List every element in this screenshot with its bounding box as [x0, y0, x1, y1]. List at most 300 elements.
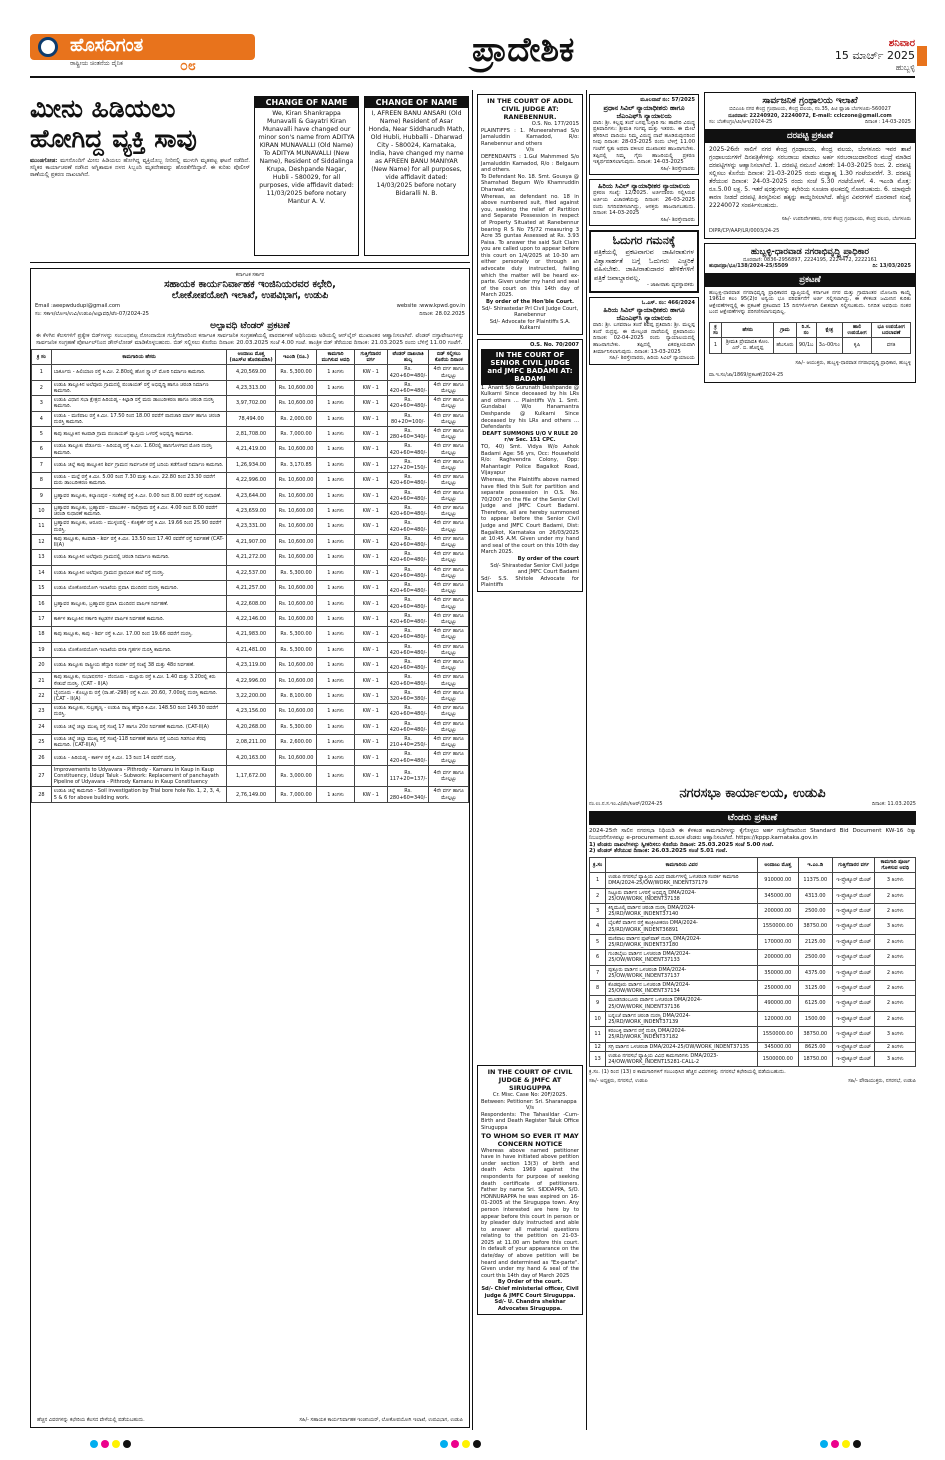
cell-amount: 1500000.00	[758, 1051, 798, 1066]
library-phone: ದೂರವಾಣಿ: 22240920, 22240072, E-mail: cclczone@gmail.com	[728, 112, 892, 119]
cell-no: 28	[32, 787, 52, 802]
notice-heading: TO WHOM SO EVER IT MAY CONCERN NOTICE	[481, 1131, 579, 1148]
cell-no: 21	[32, 673, 52, 688]
cell-cls: ಇ-ಪ್ರೊಕ್ಯೂರ್ ಮೆಂಟ್	[832, 1051, 875, 1066]
cell-last: 4ನೇ ವರ್ಗ ಹಾಗೂ ಮೇಲ್ಪಟ್ಟು	[429, 688, 469, 703]
tender-date: ದಿನಾಂಕ: 28.02.2025	[419, 310, 465, 317]
cell-fee: Rs. 420+60=480/-	[387, 365, 429, 380]
cell-last: 4ನೇ ವರ್ಗ ಹಾಗೂ ಮೇಲ್ಪಟ್ಟು	[429, 380, 469, 395]
cell-cls: ಇ-ಪ್ರೊಕ್ಯೂರ್ ಮೆಂಟ್	[832, 950, 875, 965]
cell-period: 2 ತಿಂಗಳು	[875, 965, 916, 980]
notice-body: ವಾದಿ: ಶ್ರೀ. ಕಲ್ಲಪ್ಪ ತಂದೆ ಬಸಪ್ಪ ಬಳ್ಳಾರಿ ಸಾ: ಹಾವೇರಿ ವಿರುದ್ಧ ಪ್ರತಿವಾದಿಗಳು: ಶ್ರೀಮತಿ ಗಂಗವ್ವ ಮತ್ತು ಇತರರು. ಈ ಮೇಲೆ ಹೆಸರಿಸಿದ ವಾದಿಯು ನಿಮ್ಮ ವಿರುದ್ಧ ದಾವೆ ಹೂಡಿರುವುದರಿಂದ ನೀವು ದಿನಾಂಕ: 28-03-2025 ರಂದು ಬೆಳಿಗ್ಗೆ 11.00 ಗಂಟೆಗೆ ಸ್ವತಃ ಅಥವಾ ವಕೀಲರ ಮುಖಾಂತರ ಹಾಜರಾಗಬೇಕು. ತಪ್ಪಿದಲ್ಲಿ ನಿಮ್ಮ ಗೈರು ಹಾಜರಿಯಲ್ಲಿ ಪ್ರಕರಣ ಇತ್ಯರ್ಥಪಡಿಸಲಾಗುವುದು. ದಿನಾಂಕ: 14-03-2025	[593, 119, 695, 166]
cell-name: Improvements to Udyavara - Pithrody - Kamanu in Kaup in Kaup Constituency, Udupi Taluk - Subwork: Replacement of panchayath Pipeline of Udyavara - Pithrody Kamanu in Kaup Constituency	[51, 765, 227, 787]
cell-cls: KW - 1	[354, 534, 387, 549]
cell-amount: 4,22,996.00	[227, 673, 275, 688]
cell-name: ಬಾರ್ಕೂರು - ಹಿಲಿಯಾಣ ರಸ್ತೆ ಕಿ.ಮೀ. 2.80ರಲ್ಲಿ ಹೊಸ ಸ್ಲ್ಯಾಬ್ ಮೋರಿ ನಿರ್ಮಾಣ ಕಾಮಗಾರಿ.	[51, 365, 227, 380]
cell-name: ಕಾಪು ತಾಲ್ಲೂಕು, ಕಾಪು - ಶಿರ್ವ ರಸ್ತೆ ಕಿ.ಮೀ. 17.00 ರಿಂದ 19.66 ರವರೆಗೆ ದುರಸ್ತಿ.	[51, 627, 227, 642]
court-title: IN THE COURT OF SENIOR CIVIL JUDGE and JMFC BADAMI AT: BADAMI	[481, 349, 579, 385]
cell-cls: KW - 1	[354, 719, 387, 734]
cell-name: ಉಡುಪಿ ಲೋಕೋಪಯೋಗಿ ಇಲಾಖೆಯ ಪ್ರವಾಸಿ ಮಂದಿರದ ದುರಸ್ತಿ ಕಾಮಗಾರಿ.	[51, 581, 227, 596]
cell-last: 4ನೇ ವರ್ಗ ಹಾಗೂ ಮೇಲ್ಪಟ್ಟು	[429, 488, 469, 503]
cell-emd: Rs. 10,600.00	[275, 750, 317, 765]
cell-period: 3 ತಿಂಗಳು	[875, 1027, 916, 1042]
cell-cls: KW - 1	[354, 473, 387, 488]
cell-emd: Rs. 10,600.00	[275, 673, 317, 688]
cell-period: 1 ತಿಂಗಳು	[317, 719, 354, 734]
cell-name: ಕರಂಬಳ್ಳಿ ವಾರ್ಡಿನ ರಸ್ತೆ ದುರಸ್ತಿ DMA/2024-25/RD/WORK_INDENT37182	[606, 1027, 758, 1042]
cell-cls: KW - 1	[354, 426, 387, 441]
case-number: O.S. No. 177/2015	[531, 121, 579, 127]
cell-last: 4ನೇ ವರ್ಗ ಹಾಗೂ ಮೇಲ್ಪಟ್ಟು	[429, 519, 469, 534]
cell-no: 10	[590, 1011, 606, 1026]
tender-sub: ಲೋಕೋಪಯೋಗಿ ಇಲಾಖೆ, ಉಪವಿಭಾಗ, ಉಡುಪಿ	[171, 289, 329, 301]
cell-emd: Rs. 5,300.00	[275, 642, 317, 657]
table-row	[32, 411, 469, 426]
cell-name: ಉಡುಪಿ - ಮಣಿಪಾಲ ರಸ್ತೆ ಕಿ.ಮೀ. 17.50 ರಿಂದ 18.00 ರವರೆಗೆ ಪಾದಚಾರಿ ಮಾರ್ಗ ಹಾಗೂ ಚರಂಡಿ ದುರಸ್ತಿ ಕಾಮಗಾರಿ.	[51, 411, 227, 426]
cell-amount: 78,494.00	[227, 411, 275, 426]
column-header: ಬಿಡ್ ಸಲ್ಲಿಸಲು ಕೊನೆಯ ದಿನಾಂಕ	[429, 349, 469, 364]
cell-name: ಕಾಪು ತಾಲ್ಲೂಕು, ಕಟಪಾಡಿ - ಶಿರ್ವ ರಸ್ತೆ ಕಿ.ಮೀ. 13.50 ರಿಂದ 17.40 ರವರೆಗೆ ರಸ್ತೆ ನಿರ್ವಹಣೆ (CAT-II(A)	[51, 534, 227, 549]
cell-emd: Rs. 10,600.00	[275, 488, 317, 503]
tender-header	[31, 269, 469, 301]
column-header: ಅಂದಾಜು ಮೊತ್ತ	[758, 857, 798, 872]
cell-amount: 120000.00	[758, 1011, 798, 1026]
court-title: IN THE COURT OF ADDL CIVIL JUDGE AT: RANEBENNUR.	[487, 97, 573, 121]
cell-cls: KW - 1	[354, 503, 387, 518]
cell-cls: ಇ-ಪ್ರೊಕ್ಯೂರ್ ಮೆಂಟ್	[832, 1027, 875, 1042]
cell-last: 4ನೇ ವರ್ಗ ಹಾಗೂ ಮೇಲ್ಪಟ್ಟು	[429, 426, 469, 441]
cell-last: 4ನೇ ವರ್ಗ ಹಾಗೂ ಮೇಲ್ಪಟ್ಟು	[429, 365, 469, 380]
cell-cls: KW - 1	[354, 642, 387, 657]
cell-name: ಮೂಡನಿಡಂಬೂರು ವಾರ್ಡಿನ ಒಳಚರಂಡಿ DMA/2024-25/OW/WORK_INDENT37136	[606, 996, 758, 1011]
udupi-intro: 2024-25ನೇ ಸಾಲಿನ ನಗರಸಭಾ ನಿಧಿಯಡಿ ಈ ಕೆಳಕಂಡ ಕಾಮಗಾರಿಗಳನ್ನು ಕೈಗೊಳ್ಳಲು ಅರ್ಹ ಗುತ್ತಿಗೆದಾರರಿಂದ Standard Bid Document KW-16 ರಿತ್ಯಾ ನಿಬಂಧನೆಗೊಳಪಟ್ಟು e-procurement ಮೂಲಕ ಟೆಂಡರು ಆಹ್ವಾನಿಸಲಾಗಿದೆ. https://kppp.karnataka.gov.in	[589, 827, 916, 841]
cell-emd: 18750.00	[798, 1051, 832, 1066]
kn-court-notice-2	[589, 179, 699, 226]
cell-emd: Rs. 10,600.00	[275, 442, 317, 457]
yellow-swatch	[462, 1440, 470, 1448]
cell-name: ಉಡುಪಿ ಲೋಕೋಪಯೋಗಿ ಇಲಾಖೆಯ ವಸತಿ ಗೃಹಗಳ ದುರಸ್ತಿ ಕಾಮಗಾರಿ.	[51, 642, 227, 657]
cell-fee: Rs. 420+60=480/-	[387, 380, 429, 395]
magenta-swatch	[831, 1440, 839, 1448]
cell-cls: KW - 1	[354, 596, 387, 611]
cell-amount: 4,23,331.00	[227, 519, 275, 534]
cell-emd: Rs. 5,300.00	[275, 627, 317, 642]
signature: Sd/- Shirastedar Senior Civil judge and JMFC Court Badami	[490, 562, 579, 576]
cell-no: 15	[32, 581, 52, 596]
cell-last: 4ನೇ ವರ್ಗ ಹಾಗೂ ಮೇಲ್ಪಟ್ಟು	[429, 787, 469, 802]
column-header: ರಿ.ಸ. ನಂ	[796, 322, 816, 337]
cell-fee: Rs. 420+60=480/-	[387, 658, 429, 673]
udupi-title: ನಗರಸಭಾ ಕಾರ್ಯಾಲಯ, ಉಡುಪಿ	[679, 786, 826, 801]
table-row	[590, 1051, 916, 1066]
table-row	[710, 338, 911, 353]
table-row	[590, 1042, 916, 1051]
con-heading: CHANGE OF NAME	[365, 97, 468, 108]
cell-no: 7	[590, 965, 606, 980]
cell-emd: Rs. 7,000.00	[275, 787, 317, 802]
cell-period: 1 ತಿಂಗಳು	[317, 642, 354, 657]
cell-cls: KW - 1	[354, 565, 387, 580]
cell-fee: Rs. 210+40=250/-	[387, 735, 429, 750]
cell-fee: Rs. 420+60=480/-	[387, 488, 429, 503]
cell-period: 2 ತಿಂಗಳು	[875, 980, 916, 995]
court-notice-badami	[477, 339, 583, 592]
cell-name: ಉಡುಪಿ ನಗರಸಭೆ ವ್ಯಾಪ್ತಿಯ ವಿವಿಧ ಕಾಮಗಾರಿಗಳು DMA/2023-24/OW/WORK_INDENT15281-CALL-2	[606, 1051, 758, 1066]
order-line: By order of the Hon'ble Court.	[485, 299, 575, 306]
cell-no: 8	[32, 473, 52, 488]
cell-cls: KW - 1	[354, 365, 387, 380]
column-header: ಕ್ರ ಸಂ	[32, 349, 52, 364]
cell-fee: Rs. 420+60=480/-	[387, 473, 429, 488]
cell-fee: Rs. 420+60=480/-	[387, 396, 429, 411]
cell-amount: 4,20,163.00	[227, 750, 275, 765]
notice-body: ವಾದಿ: ಶ್ರೀ. ಬಸವರಾಜ ತಂದೆ ಶಿವಪ್ಪ ಪ್ರತಿವಾದಿ: ಶ್ರೀ. ಮಲ್ಲಪ್ಪ ತಂದೆ ರುದ್ರಪ್ಪ. ಈ ಮೇಲ್ಕಂಡ ದಾವೆಯಲ್ಲಿ ಪ್ರತಿವಾದಿಯು ದಿನಾಂಕ: 02-04-2025 ರಂದು ನ್ಯಾಯಾಲಯದಲ್ಲಿ ಹಾಜರಾಗಬೇಕು. ತಪ್ಪಿದಲ್ಲಿ ಏಕಪಕ್ಷೀಯವಾಗಿ ತೀರ್ಮಾನಿಸಲಾಗುವುದು. ದಿನಾಂಕ: 13-03-2025	[593, 322, 695, 355]
cell-no: 2	[32, 380, 52, 395]
cell-amount: 1,17,672.00	[227, 765, 275, 787]
cell-name: ಬ್ರಹ್ಮಾವರ ತಾಲ್ಲೂಕು, ಬ್ರಹ್ಮಾವರ - ಮಾಬುಕಳ - ಸಾಲಿಗ್ರಾಮ ರಸ್ತೆ ಕಿ.ಮೀ. 4.00 ರಿಂದ 8.00 ರವರೆಗೆ ಚರಂಡಿ ಸುಧಾರಣೆ ಕಾಮಗಾರಿ.	[51, 503, 227, 518]
cell-last: 4ನೇ ವರ್ಗ ಹಾಗೂ ಮೇಲ್ಪಟ್ಟು	[429, 442, 469, 457]
cell-cls: ಇ-ಪ್ರೊಕ್ಯೂರ್ ಮೆಂಟ್	[832, 980, 875, 995]
cell-no: 12	[590, 1042, 606, 1051]
table-row	[32, 503, 469, 518]
cell-period: 1 ತಿಂಗಳು	[317, 735, 354, 750]
cell-emd: 4313.00	[798, 888, 832, 903]
cell-emd: Rs. 10,600.00	[275, 581, 317, 596]
cell-last: 4ನೇ ವರ್ಗ ಹಾಗೂ ಮೇಲ್ಪಟ್ಟು	[429, 534, 469, 549]
hubli-table-header	[710, 322, 911, 337]
cell-name: ಉಡುಪಿ ನಗರಸಭೆ ವ್ಯಾಪ್ತಿಯ ವಿವಿಧ ವಾರ್ಡುಗಳಲ್ಲಿ ಒಳಚರಂಡಿ ಸಂಪರ್ಕ ಕಾಮಗಾರಿ DMA/2024-25/OW/WORK_INDENT37179	[606, 873, 758, 888]
cell-name: ಉಡುಪಿ - ಮಲ್ಪೆ ರಸ್ತೆ ಕಿ.ಮೀ. 5.00 ರಿಂದ 7.30 ಮತ್ತು ಕಿ.ಮೀ. 22.80 ರಿಂದ 23.30 ರವರೆಗೆ ಮರು ಡಾಂಬರೀಕರಣ ಕಾಮಗಾರಿ.	[51, 473, 227, 488]
cell-emd: 3125.00	[798, 980, 832, 995]
column-header: ಹಾಲಿ ಉಪಯೋಗ	[842, 322, 871, 337]
table-row	[590, 996, 916, 1011]
cell-name: ಬೈಲಕೆರೆ ವಾರ್ಡಿನ ರಸ್ತೆ ಕಾಂಕ್ರೀಟೀಕರಣ DMA/2024-25/RD/WORK_INDENT36891	[606, 919, 758, 934]
signature: ಸಹಿ/- ಶಿರಸ್ತೇದಾರರು	[660, 216, 695, 223]
court-title: ಹಿರಿಯ ಸಿವಿಲ್ ನ್ಯಾಯಾಧೀಶರ ನ್ಯಾಯಾಲಯ	[598, 182, 690, 191]
cell-amount: 350000.00	[758, 965, 798, 980]
cell-cls: ಇ-ಪ್ರೊಕ್ಯೂರ್ ಮೆಂಟ್	[832, 934, 875, 949]
cell-emd: 8625.00	[798, 1042, 832, 1051]
cell-emd: Rs. 7,000.00	[275, 426, 317, 441]
cell-fee: Rs. 420+60=480/-	[387, 565, 429, 580]
cell-cls: KW - 1	[354, 765, 387, 787]
cell-no: 20	[32, 658, 52, 673]
table-row	[32, 550, 469, 565]
cell-no: 17	[32, 611, 52, 626]
cell-fee: Rs. 420+60=480/-	[387, 534, 429, 549]
cell-no: 5	[32, 426, 52, 441]
tender-signature: ಸಹಿ/- ಸಹಾಯಕ ಕಾರ್ಯನಿರ್ವಾಹಕ ಇಂಜಿನಿಯರ್, ಲೋಕೋಪಯೋಗಿ ಇಲಾಖೆ, ಉಪವಿಭಾಗ, ಉಡುಪಿ	[299, 1416, 463, 1423]
table-row	[590, 1027, 916, 1042]
cell-period: 1 ತಿಂಗಳು	[317, 565, 354, 580]
cell-cls: KW - 1	[354, 673, 387, 688]
table-cell: ವಸತಿ	[872, 338, 911, 353]
cell-amount: 4,21,272.00	[227, 550, 275, 565]
cell-emd: 2500.00	[798, 903, 832, 918]
column-header: ಕ್ರ.ಸಂ	[590, 857, 606, 872]
corner-mark	[917, 46, 927, 66]
table-row	[32, 534, 469, 549]
table-row	[32, 396, 469, 411]
table-row	[32, 380, 469, 395]
library-sub: ಬಿಬಿಎಂಪಿ ನಗರ ಕೇಂದ್ರ ಗ್ರಂಥಾಲಯ, ಕೇಂದ್ರ ವಲಯ, ನಂ.35, ಪಿಟಿ ಪ್ಲಾಜಾ ಬೆಂಗಳೂರು-560027	[729, 106, 891, 112]
cell-period: 1 ತಿಂಗಳು	[317, 581, 354, 596]
case-number: Cr. Misc. Case No: 20F/2025.	[492, 1092, 568, 1098]
section-divider	[30, 262, 470, 263]
cell-cls: KW - 1	[354, 457, 387, 472]
cell-cls: KW - 1	[354, 411, 387, 426]
column-header: ಕಾಮಗಾರಿ ಮುಗಿಸುವ ಅವಧಿ	[317, 349, 354, 364]
cell-no: 14	[32, 565, 52, 580]
cell-period: 1 ತಿಂಗಳು	[317, 596, 354, 611]
hubli-date: ದಿ: 13/03/2025	[872, 263, 911, 269]
cell-emd: Rs. 10,600.00	[275, 503, 317, 518]
cell-no: 7	[32, 457, 52, 472]
cell-cls: KW - 1	[354, 750, 387, 765]
advocate: Sd/- U. Chandra shekhar Advocates Siruguppa.	[494, 1299, 566, 1312]
order-line: By order of the court	[517, 556, 579, 563]
cell-name: ಕಾಪು ತಾಲ್ಲೂಕು, ಸುಭಾಷನಗರ - ದೆಂದೂರು - ಮಲ್ಲಾರು ರಸ್ತೆ ಕಿ.ಮೀ. 1.40 ಮತ್ತು 3.20ರಲ್ಲಿ ಕಿರು ಸೇತುವೆ ದುರಸ್ತಿ. (CAT - II(A)	[51, 673, 227, 688]
cell-cls: KW - 1	[354, 627, 387, 642]
table-row	[32, 704, 469, 719]
tender-ref-row	[31, 311, 469, 320]
cell-no: 19	[32, 642, 52, 657]
cyan-swatch	[820, 1440, 828, 1448]
cell-amount: 4,21,419.00	[227, 442, 275, 457]
cell-amount: 2,76,149.00	[227, 787, 275, 802]
cell-fee: Rs. 280+60=340/-	[387, 426, 429, 441]
advocate: Sd/- Advocate for Plaintiffs S.A. Kulkarni	[489, 318, 571, 332]
con-heading: CHANGE OF NAME	[255, 97, 358, 108]
date-block	[835, 38, 915, 73]
between: Between: Petitioner: Sri. Sharanappa	[481, 1098, 577, 1105]
cell-last: 4ನೇ ವರ್ಗ ಹಾಗೂ ಮೇಲ್ಪಟ್ಟು	[429, 596, 469, 611]
cell-period: 3 ತಿಂಗಳು	[875, 873, 916, 888]
cell-period: 1 ತಿಂಗಳು	[317, 688, 354, 703]
cell-name: ಕಿನ್ನಿಮೂಲ್ಕಿ ವಾರ್ಡಿನ ಚರಂಡಿ ದುರಸ್ತಿ DMA/2024-25/RD/WORK_INDENT37140	[606, 903, 758, 918]
cell-amount: 4,21,257.00	[227, 581, 275, 596]
table-row	[32, 750, 469, 765]
cell-name: ಉಡುಪಿ ತಾಲ್ಲೂಕಿನ ಅಲೆವೂರು ಗ್ರಾಮದಲ್ಲಿ ಚರಂಡಿ ನಿರ್ಮಾಣ ಕಾಮಗಾರಿ.	[51, 550, 227, 565]
cell-period: 1 ತಿಂಗಳು	[317, 380, 354, 395]
udupi-deadline-1: 1) ಟೆಂಡರು ದಾಖಲೆಗಳನ್ನು ಸ್ವೀಕರಿಸಲು ಕೊನೆಯ ದಿನಾಂಕ: 25.03.2025 ಸಂಜೆ 5.00 ಗಂಟೆ.	[589, 841, 774, 848]
table-cell: ಶ್ರೀಮತಿ ಪ್ರೇಮಾವತಿ ಕೋಂ. ಎನ್. ಬಿ. ಹೊನ್ನಪ್ಪ	[722, 338, 774, 353]
cell-last: 4ನೇ ವರ್ಗ ಹಾಗೂ ಮೇಲ್ಪಟ್ಟು	[429, 765, 469, 787]
cell-emd: Rs. 10,600.00	[275, 658, 317, 673]
table-cell: 3ಎ-00ಗುಂ	[816, 338, 842, 353]
cell-fee: Rs. 420+60=480/-	[387, 581, 429, 596]
cell-period: 2 ತಿಂಗಳು	[875, 934, 916, 949]
cell-emd: Rs. 8,100.00	[275, 688, 317, 703]
cell-amount: 4,23,156.00	[227, 704, 275, 719]
cell-last: 4ನೇ ವರ್ಗ ಹಾಗೂ ಮೇಲ್ಪಟ್ಟು	[429, 642, 469, 657]
cell-no: 16	[32, 596, 52, 611]
cell-amount: 4,22,608.00	[227, 596, 275, 611]
cell-amount: 170000.00	[758, 934, 798, 949]
plaintiffs: PLAINTIFFS : 1. Muneerahmad S/o Jamaluddin Kamadod, R/o: Ranebennur and others	[481, 127, 579, 147]
tender-table	[31, 349, 469, 803]
cell-last: 4ನೇ ವರ್ಗ ಹಾಗೂ ಮೇಲ್ಪಟ್ಟು	[429, 550, 469, 565]
pwd-tender-notice	[30, 268, 470, 1428]
tender-intro: ಈ ಕೆಳಗಿನ ಕೆಲಸಗಳಿಗೆ ಪ್ರತ್ಯೇಕ ಬಿಡ್‌ಗಳನ್ನು ಸಂಬಂಧಪಟ್ಟ ನೋಂದಾಯಿತ ಗುತ್ತಿಗೆದಾರರಿಂದ ಕರ್ನಾಟಕ ಸಾರ್ವಜನಿಕ ಸಂಗ್ರಹಣೆಯಲ್ಲಿ ಪಾರದರ್ಶಕತೆ ಅಧಿನಿಯಮ ಅಡಿಯಲ್ಲಿ ಆನ್‌ಲೈನ್ ಮುಖಾಂತರ ಆಹ್ವಾನಿಸಲಾಗಿದೆ. ಟೆಂಡರ್ ದಸ್ತಾವೇಜುಗಳನ್ನು ಸಾರ್ವಜನಿಕ ಸಂಗ್ರಹಣೆ ಪೋರ್ಟಲ್‌ನಿಂದ ಡೌನ್‌ಲೋಡ್ ಮಾಡಿಕೊಳ್ಳಬಹುದು. ಬಿಡ್ ಸಲ್ಲಿಸಲು ಕೊನೆಯ ದಿನಾಂಕ: 20.03.2025 ಸಂಜೆ 4.00 ಗಂಟೆ. ತಾಂತ್ರಿಕ ಬಿಡ್ ತೆರೆಯುವ ದಿನಾಂಕ: 21.03.2025 ರಂದು ಬೆಳಿಗ್ಗೆ 11.00 ಗಂಟೆಗೆ.	[36, 332, 464, 346]
cell-name: ಉಡುಪಿ ತಾಲ್ಲೂಕಿನ ಅಲೆವೂರು ಗ್ರಾಮದಲ್ಲಿ ಪಂಚಾಯತ್ ರಸ್ತೆ ಅಭಿವೃದ್ಧಿ ಹಾಗೂ ಚರಂಡಿ ನಿರ್ಮಾಣ ಕಾಮಗಾರಿ.	[51, 380, 227, 395]
cell-no: 5	[590, 934, 606, 949]
versus: V/s	[526, 1105, 534, 1112]
kn-court-notice-1	[589, 94, 699, 175]
cell-last: 4ನೇ ವರ್ಗ ಹಾಗೂ ಮೇಲ್ಪಟ್ಟು	[429, 457, 469, 472]
cell-name: ಉಡುಪಿ ವಿಧಾನ ಸಭಾ ಕ್ಷೇತ್ರದ ಹಿರಿಯಡ್ಕ - ಕಿಲ್ಪಾಡಿ ರಸ್ತೆ ಮರು ಡಾಂಬರೀಕರಣ ಹಾಗೂ ಚರಂಡಿ ದುರಸ್ತಿ ಕಾಮಗಾರಿ.	[51, 396, 227, 411]
cell-period: 1 ತಿಂಗಳು	[317, 519, 354, 534]
cell-cls: ಇ-ಪ್ರೊಕ್ಯೂರ್ ಮೆಂಟ್	[832, 965, 875, 980]
column-header: ಕ್ಷೇತ್ರ	[816, 322, 842, 337]
cell-last: 4ನೇ ವರ್ಗ ಹಾಗೂ ಮೇಲ್ಪಟ್ಟು	[429, 565, 469, 580]
cell-emd: 38750.00	[798, 919, 832, 934]
date-label: 15 ಮಾರ್ಚ್ 2025	[834, 49, 915, 62]
cell-last: 4ನೇ ವರ್ಗ ಹಾಗೂ ಮೇಲ್ಪಟ್ಟು	[429, 704, 469, 719]
tender-footer-note: ಹೆಚ್ಚಿನ ವಿವರಗಳನ್ನು ಕಛೇರಿಯ ಕೆಲಸದ ವೇಳೆಯಲ್ಲಿ ಪಡೆಯಬಹುದು.	[37, 1416, 145, 1423]
cell-emd: Rs. 2,000.00	[275, 411, 317, 426]
magenta-swatch	[101, 1440, 109, 1448]
signature: ಸಹಿ/- ಶಿರಸ್ತೇದಾರರು, ಹಿರಿಯ ಸಿವಿಲ್ ನ್ಯಾಯಾಲಯ	[609, 355, 695, 362]
cell-no: 11	[32, 519, 52, 534]
tender-footer	[37, 1417, 463, 1424]
table-row	[32, 765, 469, 787]
court-notice-ranebennur	[477, 94, 583, 335]
cell-emd: Rs. 5,300.00	[275, 719, 317, 734]
cell-fee: Rs. 420+60=480/-	[387, 704, 429, 719]
hubli-header	[705, 244, 915, 273]
cell-emd: 38750.00	[798, 1027, 832, 1042]
cell-amount: 4,23,644.00	[227, 488, 275, 503]
cyan-swatch	[90, 1440, 98, 1448]
cell-amount: 910000.00	[758, 873, 798, 888]
cell-period: 1 ತಿಂಗಳು	[317, 488, 354, 503]
cell-no: 3	[32, 396, 52, 411]
signature: Sd/- Chief ministerial officer, Civil judge & JMFC Court Siruguppa.	[481, 1286, 579, 1299]
case-number: O.S. No. 70/2007	[529, 342, 579, 348]
cell-cls: ಇ-ಪ್ರೊಕ್ಯೂರ್ ಮೆಂಟ್	[832, 873, 875, 888]
cell-period: 1 ತಿಂಗಳು	[317, 765, 354, 787]
kannada-notices-column	[589, 94, 699, 369]
versus: V/s	[526, 147, 534, 154]
cell-amount: 4,23,119.00	[227, 658, 275, 673]
con-text: I, AFREEN BANU ANSARI (Old Name) Resident of Asar Honda, Near Siddharudh Math, Old Hubli, Hubballi - Dharwad City - 580024, Karnataka, India, have changed my name as AFREEN BANU MANIYAR (New Name) for all purposes, vide affidavit dated: 14/03/2025 before notary Bidaralli N. B.	[368, 110, 465, 197]
yellow-swatch	[112, 1440, 120, 1448]
cell-no: 1	[32, 365, 52, 380]
cell-period: 1 ತಿಂಗಳು	[317, 611, 354, 626]
cell-no: 22	[32, 688, 52, 703]
cell-name: ನಿಟ್ಟೂರು ವಾರ್ಡಿನ ಒಳರಸ್ತೆ ಅಭಿವೃದ್ಧಿ DMA/2024-25/OW/WORK_INDENT37138	[606, 888, 758, 903]
readers-notice-sign: - ಜಾಹೀರಾತು ವ್ಯವಸ್ಥಾಪಕರು	[646, 281, 694, 288]
print-color-marks	[90, 1440, 131, 1448]
cell-amount: 345000.00	[758, 1042, 798, 1051]
cell-cls: KW - 1	[354, 581, 387, 596]
cell-cls: KW - 1	[354, 488, 387, 503]
cell-name: ಕೊಡವೂರು ವಾರ್ಡಿನ ಒಳಚರಂಡಿ DMA/2024-25/OW/WORK_INDENT37134	[606, 980, 758, 995]
cell-fee: Rs. 420+60=480/-	[387, 503, 429, 518]
library-header	[705, 93, 915, 129]
masthead	[0, 0, 945, 78]
addressee: To Defendant No. 18. Smt. Gousya @ Shamshad Begum W/o Khamruddin Dharwad etc.	[481, 173, 579, 193]
udupi-note: ಕ್ರ.ಸಂ. (1) ರಿಂದ (13) ರ ಕಾಮಗಾರಿಗಳಿಗೆ ಸಂಬಂಧಿಸಿದ ಹೆಚ್ಚಿನ ವಿವರಗಳನ್ನು ನಗರಸಭೆ ಕಛೇರಿಯಲ್ಲಿ ಪಡೆಯಬಹುದು.	[589, 1069, 786, 1076]
cell-period: 2 ತಿಂಗಳು	[875, 888, 916, 903]
column-header: ಇಎಂಡಿ (ರೂ.)	[275, 349, 317, 364]
table-row	[32, 473, 469, 488]
cell-name: ಪುತ್ತೂರು ವಾರ್ಡಿನ ಒಳಚರಂಡಿ DMA/2024-25/OW/WORK_INDENT37137	[606, 965, 758, 980]
cell-no: 9	[32, 488, 52, 503]
tender-contact	[31, 301, 469, 311]
respondents: Respondents: The Tahasildar -Cum- Birth and Death Register Taluk Office Siruguppa	[481, 1111, 579, 1131]
header-rule	[30, 76, 915, 78]
logo-tagline: ರಾಷ್ಟ್ರೀಯ ಚಿಂತನೆಯ ದೈನಿಕ	[70, 60, 123, 67]
city-label: ಹುಬ್ಬಳ್ಳಿ	[895, 63, 915, 72]
section-title: ಪ್ರಾದೇಶಿಕ	[472, 30, 575, 70]
parties: 1. Anant S/o Gurunath Deshpande @ Kulkarni Since deceased by his LRs and others ... Plaintiffs V/s 1. Smt. Gundabai W/o Hanamantra Deshpande @ Kulkarni Since deceased by his LRs and others ... Defendants	[481, 384, 579, 431]
table-row	[590, 873, 916, 888]
cell-period: 2 ತಿಂಗಳು	[875, 1042, 916, 1051]
cell-fee: Rs. 420+60=480/-	[387, 627, 429, 642]
case-number: ಓ.ಎಸ್. ನಂ: 466/2024	[641, 299, 695, 306]
library-title: ಸಾರ್ವಜನಿಕ ಗ್ರಂಥಾಲಯ ಇಲಾಖೆ	[762, 96, 858, 106]
change-of-name-ad-1	[254, 96, 359, 256]
cell-last: 4ನೇ ವರ್ಗ ಹಾಗೂ ಮೇಲ್ಪಟ್ಟು	[429, 503, 469, 518]
headline: ಮೀನು ಹಿಡಿಯಲು ಹೋಗಿದ್ದ ವ್ಯಕ್ತಿ ಸಾವು	[30, 94, 197, 153]
cell-name: ಉಡುಪಿ ತಾಲ್ಲೂಕು, ಸುಬ್ರಹ್ಮಣ್ಯ - ಉಡುಪಿ ರಾಜ್ಯ ಹೆದ್ದಾರಿ ಕಿ.ಮೀ. 148.50 ರಿಂದ 149.30 ರವರೆಗೆ ದುರಸ್ತಿ.	[51, 704, 227, 719]
cell-cls: ಇ-ಪ್ರೊಕ್ಯೂರ್ ಮೆಂಟ್	[832, 996, 875, 1011]
black-swatch	[473, 1440, 481, 1448]
hubli-code: ವಾ.ಇ.ಸಂ/ಜಾ/1869/ಪ್ರಕಟಣೆ/2024-25	[709, 372, 784, 379]
hubli-table-wrap	[705, 319, 915, 357]
udupi-deadline-2: 2) ಟೆಂಡರ್ ತೆರೆಯುವ ದಿನಾಂಕ: 26.03.2025 ಸಂಜೆ 5.01 ಗಂಟೆ.	[589, 848, 728, 855]
notice-body: Whereas above named petitioner have in have initiated above petition under section 13(3) of birth and death Acts 1969 against the respondents for purpose of seeking death certificate of petitioners. Father by name Sri. SIDDAPPA, S/O. HONNURAPPA he was expired on 16-01-2005 at the Siruguppa town. Any person interested are here by to appear before this court in person or by pleader duly instructed and able to answer all material questions relating to the petition on 21-03-2025 at 11.00 am before this court. In default of your appearance on the date/day of above petition will be heard and determined as "Ex-parte". Given under my hand & seal of the court this 14th day of March 2025	[481, 1147, 579, 1279]
cell-emd: Rs. 10,600.00	[275, 396, 317, 411]
cell-fee: Rs. 420+60=480/-	[387, 550, 429, 565]
cell-name: ಬ್ರಹ್ಮಾವರ ತಾಲ್ಲೂಕು, ಆರೂರು - ಮುಳ್ಳಂಪಲ್ಲಿ - ಕೊಕ್ಕರ್ಣೆ ರಸ್ತೆ ಕಿ.ಮೀ. 19.66 ರಿಂದ 25.90 ರವರೆಗೆ ದುರಸ್ತಿ.	[51, 519, 227, 534]
cell-emd: 11375.00	[798, 873, 832, 888]
cell-name: ಉಡುಪಿ ತಾಲ್ಲೂಕು ರಾಷ್ಟ್ರೀಯ ಹೆದ್ದಾರಿ ಸಂಪರ್ಕ ರಸ್ತೆ ಸಂಖ್ಯೆ 38 ಮತ್ತು 48ರ ನಿರ್ವಹಣೆ.	[51, 658, 227, 673]
tender-website: website :www.kpwd.gov.in	[396, 302, 465, 309]
readers-notice-body: ಪತ್ರಿಕೆಯಲ್ಲಿ ಪ್ರಕಟವಾಗುವ ಜಾಹೀರಾತುಗಳ ವಿಶ್ವಾಸಾರ್ಹತೆ ಬಗ್ಗೆ ಓದುಗರು ಎಚ್ಚರಿಕೆ ವಹಿಸಬೇಕು. ಜಾಹೀರಾತುದಾರರ ಹೇಳಿಕೆಗಳಿಗೆ ಪತ್ರಿಕೆ ಜವಾಬ್ದಾರವಲ್ಲ.	[594, 248, 694, 282]
cell-amount: 2,08,211.00	[227, 735, 275, 750]
udupi-ref-row	[589, 801, 916, 808]
cell-period: 1 ತಿಂಗಳು	[317, 426, 354, 441]
cell-amount: 4,22,537.00	[227, 565, 275, 580]
cell-last: 4ನೇ ವರ್ಗ ಹಾಗೂ ಮೇಲ್ಪಟ್ಟು	[429, 473, 469, 488]
hubli-table	[709, 322, 911, 354]
column-header: ಭೂ ಉಪಯೋಗ ಬದಲಾವಣೆ	[872, 322, 911, 337]
day-label: ಶನಿವಾರ	[888, 38, 915, 49]
table-cell: 90/1ಬ	[796, 338, 816, 353]
cell-cls: KW - 1	[354, 735, 387, 750]
cell-cls: ಇ-ಪ್ರೊಕ್ಯೂರ್ ಮೆಂಟ್	[832, 888, 875, 903]
tender-table-body	[32, 365, 469, 803]
table-row	[590, 919, 916, 934]
table-row	[32, 735, 469, 750]
cell-amount: 345000.00	[758, 888, 798, 903]
order-line: By Order of the court.	[497, 1279, 563, 1286]
table-row	[32, 673, 469, 688]
cell-period: 3 ತಿಂಗಳು	[875, 919, 916, 934]
cell-fee: Rs. 420+60=480/-	[387, 611, 429, 626]
cell-cls: KW - 1	[354, 704, 387, 719]
table-row	[590, 950, 916, 965]
library-body: 2025-26ನೇ ಸಾಲಿಗೆ ನಗರ ಕೇಂದ್ರ ಗ್ರಂಥಾಲಯ, ಕೇಂದ್ರ ವಲಯ, ಬೆಂಗಳೂರು ಇವರ ಶಾಖೆ ಗ್ರಂಥಾಲಯಗಳಿಗೆ ದಿನಪತ್ರಿಕೆಗಳನ್ನು ಸರಬರಾಜು ಮಾಡಲು ಅರ್ಹ ಸರಬರಾಜುದಾರರಿಂದ ಮುದ್ರೆ ಮಾಡಿದ ದರಪಟ್ಟಿಗಳನ್ನು ಆಹ್ವಾನಿಸಲಾಗಿದೆ. 1. ದರಪಟ್ಟಿ ನಮೂನೆ ವಿತರಣೆ: 14-03-2025 ರಿಂದ. 2. ದರಪಟ್ಟಿ ಸಲ್ಲಿಸಲು ಕೊನೆಯ ದಿನಾಂಕ: 21-03-2025 ರಂದು ಮಧ್ಯಾಹ್ನ 1.30 ಗಂಟೆಯವರೆಗೆ. 3. ದರಪಟ್ಟಿ ತೆರೆಯುವ ದಿನಾಂಕ: 24-03-2025 ರಂದು ಸಂಜೆ 5.30 ಗಂಟೆಯೊಳಗೆ. 4. ಇಎಂಡಿ ಮೊತ್ತ: ರೂ.5.00 ಲಕ್ಷ. 5. ಇತರೆ ಷರತ್ತುಗಳನ್ನು ಕಛೇರಿಯ ಸೂಚನಾ ಫಲಕದಲ್ಲಿ ನೋಡಬಹುದು. 6. ಯಾವುದೇ ಕಾರಣ ನೀಡದೆ ದರಪಟ್ಟಿ ತಿರಸ್ಕರಿಸುವ ಹಕ್ಕನ್ನು ಕಾಯ್ದಿರಿಸಲಾಗಿದೆ. ಹೆಚ್ಚಿನ ವಿವರಗಳಿಗೆ ದೂರವಾಣಿ ಸಂಖ್ಯೆ 22240072 ಸಂಪರ್ಕಿಸಬಹುದು.	[709, 145, 911, 209]
udupi-municipal-tender	[589, 786, 916, 1426]
cell-period: 1 ತಿಂಗಳು	[317, 750, 354, 765]
cell-fee: Rs. 420+60=480/-	[387, 642, 429, 657]
table-cell: ಹೆಬಸೂರು	[774, 338, 796, 353]
column-header: ಕಾಮಗಾರಿ ಪೂರ್ಣ ಗೊಳಿಸುವ ಅವಧಿ	[875, 857, 916, 872]
